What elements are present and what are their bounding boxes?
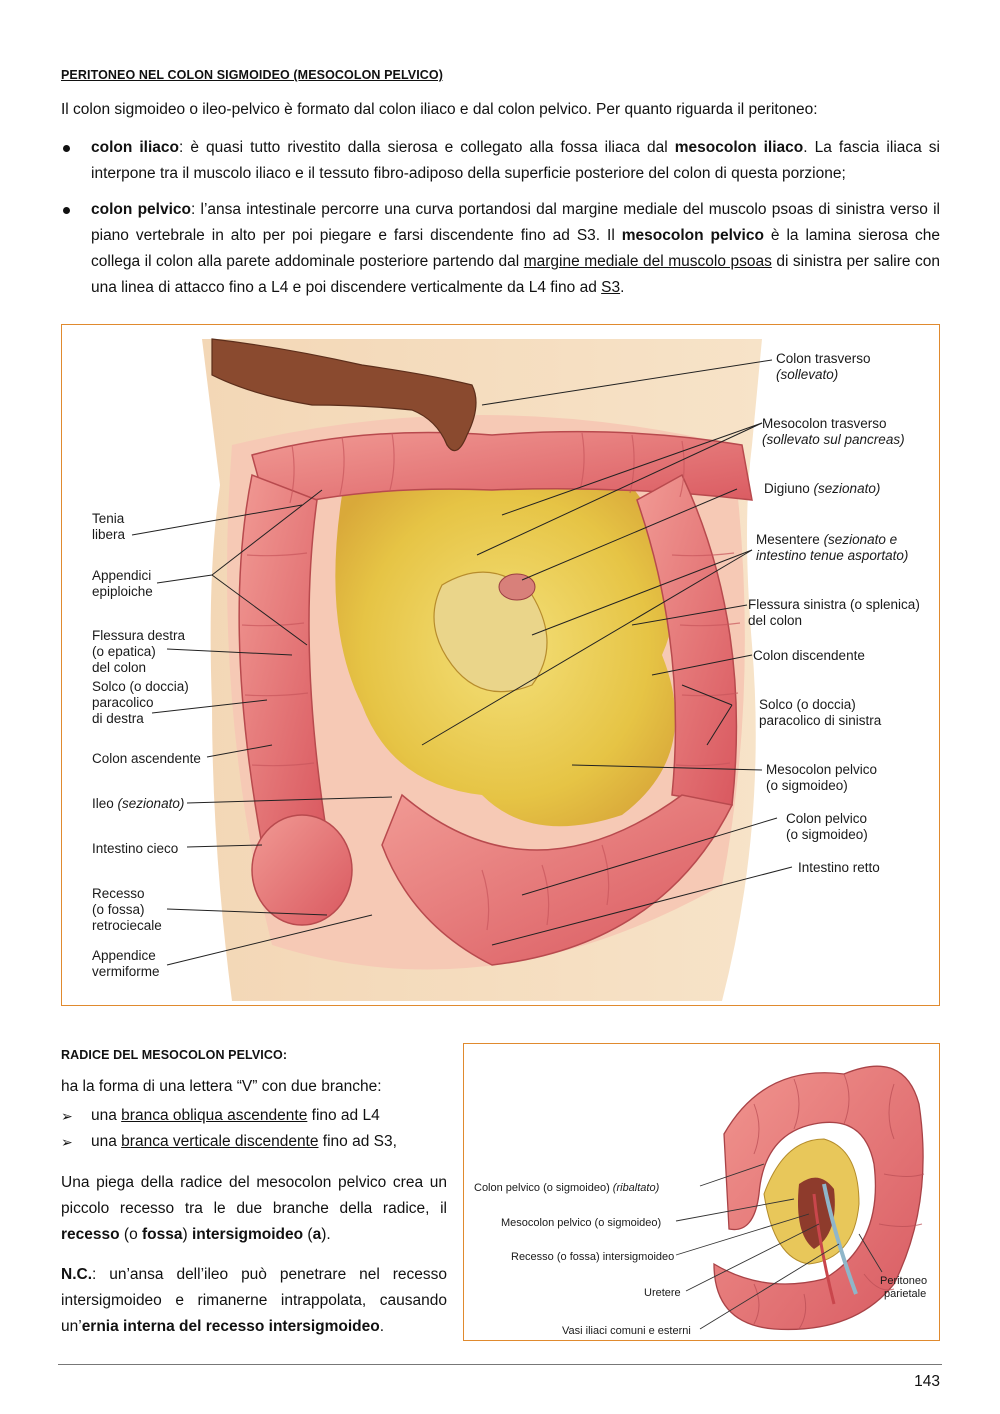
- label-solco-destra: di destra: [92, 711, 144, 726]
- text: (: [303, 1226, 313, 1243]
- label-mesocolon-trasverso-note: (sollevato sul pancreas): [762, 432, 905, 447]
- label-peritoneo-parietale: parietale: [884, 1288, 927, 1300]
- text: una: [91, 1107, 122, 1124]
- text: di sinistra per salire con una linea di attacco fino a L4 e poi discendere verticalmente da L4 fino ad: [91, 253, 940, 296]
- labels-right: [748, 351, 920, 875]
- label-recesso-retrociecale: retrociecale: [92, 918, 162, 933]
- label-flessura-destra: (o epatica): [92, 644, 156, 659]
- label-mesocolon-pelvico: Mesocolon pelvico (o sigmoideo): [501, 1217, 662, 1229]
- term-ernia-interna: ernia interna del recesso intersigmoideo: [81, 1318, 380, 1335]
- label-ileo: [92, 796, 184, 811]
- underlined-s3: S3: [601, 279, 621, 296]
- jejunum-cut: [499, 574, 535, 600]
- text: Una piega della radice del mesocolon pelvico crea un piccolo recesso tra le due branche della radice, il: [61, 1174, 447, 1217]
- label-appendice: vermiforme: [92, 964, 160, 979]
- label-digiuno-text: Digiuno: [764, 481, 810, 496]
- term-nc: N.C.: [61, 1266, 92, 1283]
- bullet-dot: [63, 145, 70, 152]
- label-uretere: Uretere: [644, 1287, 681, 1299]
- section-heading-peritoneo: PERITONEO NEL COLON SIGMOIDEO (MESOCOLON PELVICO): [61, 68, 444, 82]
- labels-left: [92, 511, 201, 979]
- label-colon-trasverso: Colon trasverso: [776, 351, 871, 366]
- label-recesso-intersigmoideo: Recesso (o fossa) intersigmoideo: [511, 1251, 675, 1263]
- label-mesentere: [756, 532, 897, 547]
- sigmoid-recess-illustration: [464, 1044, 939, 1340]
- text: : è quasi tutto rivestito dalla sierosa e collegato alla fossa iliaca dal: [179, 139, 675, 156]
- term-colon-pelvico: colon pelvico: [91, 201, 191, 218]
- label-recesso-retrociecale: Recesso: [92, 886, 145, 901]
- label-colon-trasverso-note: (sollevato): [776, 367, 839, 382]
- text: . La fascia iliaca si interpone tra il muscolo iliaco e il tessuto fibro-adiposo della superficie posteriore del colon di questa porzione;: [91, 139, 940, 182]
- radice-heading-text: RADICE DEL MESOCOLON PELVICO: [61, 1048, 283, 1062]
- radice-intro: ha la forma di una lettera “V” con due branche:: [61, 1078, 382, 1095]
- footer-divider: [58, 1364, 942, 1365]
- text: .: [620, 279, 625, 296]
- text: ): [182, 1226, 192, 1243]
- term-mesocolon-iliaco: mesocolon iliaco: [674, 139, 804, 156]
- label-vasi-iliaci: Vasi iliaci comuni e esterni: [562, 1325, 691, 1337]
- label-ribaltato: (ribaltato): [612, 1182, 660, 1194]
- arrow-bullet-icon: ➢: [61, 1108, 73, 1124]
- label-digiuno: [764, 481, 880, 496]
- label-colon-discendente: Colon discendente: [753, 648, 865, 663]
- radice-branches-list: [61, 1103, 397, 1155]
- label-recesso-retrociecale: (o fossa): [92, 902, 145, 917]
- term-a: a: [312, 1226, 322, 1243]
- label-mesocolon-pelvico: (o sigmoideo): [766, 778, 848, 793]
- bullet-dot: [63, 207, 70, 214]
- text: : un’ansa dell’ileo può penetrare nel recesso intersigmoideo e rimanerne intrappolata, causando un’: [61, 1266, 447, 1335]
- bullet-colon-pelvico: [61, 197, 940, 301]
- label-appendice: Appendice: [92, 948, 156, 963]
- label-appendici-epiploiche: Appendici: [92, 568, 152, 583]
- label-ileo-note: (sezionato): [117, 796, 185, 811]
- label-peritoneo-parietale: Peritoneo: [880, 1275, 928, 1287]
- section-heading-radice: [61, 1048, 287, 1062]
- intro-paragraph: Il colon sigmoideo o ileo-pelvico è formato dal colon iliaco e dal colon pelvico. Per quanto riguarda il peritoneo:: [61, 101, 818, 118]
- text: ).: [321, 1226, 331, 1243]
- label-flessura-sinistra: Flessura sinistra (o splenica): [748, 597, 920, 612]
- branch-verticale: [61, 1129, 397, 1155]
- page-number: 143: [914, 1373, 940, 1390]
- label-solco-destra: paracolico: [92, 695, 154, 710]
- text: fino ad L4: [307, 1107, 380, 1124]
- label-flessura-destra: Flessura destra: [92, 628, 186, 643]
- label-mesocolon-trasverso: Mesocolon trasverso: [762, 416, 887, 431]
- branch-obliqua: [61, 1103, 397, 1129]
- label-solco-sinistra: paracolico di sinistra: [759, 713, 882, 728]
- underlined-margine-psoas: margine mediale del muscolo psoas: [523, 253, 772, 270]
- branch-verticale-term: branca verticale discendente: [121, 1133, 319, 1150]
- label-mesocolon-pelvico: Mesocolon pelvico: [766, 762, 878, 777]
- label-intestino-retto: Intestino retto: [798, 860, 880, 875]
- text: : l’ansa intestinale percorre una curva portandosi dal margine mediale del muscolo psoas di sinistra verso il piano vertebrale in alto per poi piegare e farsi discendente fino ad S3. Il: [91, 201, 940, 244]
- label-tenia: libera: [92, 527, 126, 542]
- sigmoid-recess-illustration-frame: [463, 1043, 940, 1341]
- text: è la lamina sierosa che collega il colon alla parete addominale posteriore partendo dal: [91, 227, 940, 270]
- label-tenia: Tenia: [92, 511, 125, 526]
- label-ileo-text: Ileo: [92, 796, 114, 811]
- abdomen-illustration-frame: [61, 324, 940, 1006]
- arrow-bullet-icon: ➢: [61, 1134, 73, 1150]
- term-mesocolon-pelvico: mesocolon pelvico: [621, 227, 764, 244]
- label-digiuno-note: (sezionato): [813, 481, 881, 496]
- abdomen-illustration: [62, 325, 939, 1005]
- term-recesso: recesso: [61, 1226, 120, 1243]
- cecum: [252, 815, 352, 925]
- label-solco-destra: Solco (o doccia): [92, 679, 189, 694]
- label-mesentere-note: (sezionato e: [823, 532, 898, 547]
- label-colon-pelvico: Colon pelvico: [786, 811, 868, 826]
- branch-obliqua-term: branca obliqua ascendente: [121, 1107, 308, 1124]
- label-mesentere-text: Mesentere: [756, 532, 820, 547]
- label-flessura-sinistra: del colon: [748, 613, 803, 628]
- term-fossa: fossa: [142, 1226, 183, 1243]
- label-colon-pelvico-text: Colon pelvico (o sigmoideo): [474, 1182, 610, 1194]
- recesso-paragraph: [61, 1170, 447, 1248]
- text: una: [91, 1133, 122, 1150]
- label-colon-pelvico: (o sigmoideo): [786, 827, 868, 842]
- bullet-colon-iliaco: [61, 135, 940, 187]
- label-intestino-cieco: Intestino cieco: [92, 841, 179, 856]
- text: fino ad S3,: [318, 1133, 397, 1150]
- label-colon-ascendente: Colon ascendente: [92, 751, 201, 766]
- text: (o: [119, 1226, 143, 1243]
- term-colon-iliaco: colon iliaco: [91, 139, 180, 156]
- label-appendici-epiploiche: epiploiche: [92, 584, 153, 599]
- text: .: [379, 1318, 385, 1335]
- label-flessura-destra: del colon: [92, 660, 147, 675]
- term-intersigmoideo: intersigmoideo: [191, 1226, 304, 1243]
- label-colon-pelvico: [474, 1182, 660, 1194]
- peritoneo-bullet-list: [61, 135, 940, 311]
- label-solco-sinistra: Solco (o doccia): [759, 697, 856, 712]
- label-mesentere-note: intestino tenue asportato): [756, 548, 909, 563]
- radice-heading-colon: :: [282, 1048, 288, 1062]
- nc-paragraph: [61, 1262, 447, 1340]
